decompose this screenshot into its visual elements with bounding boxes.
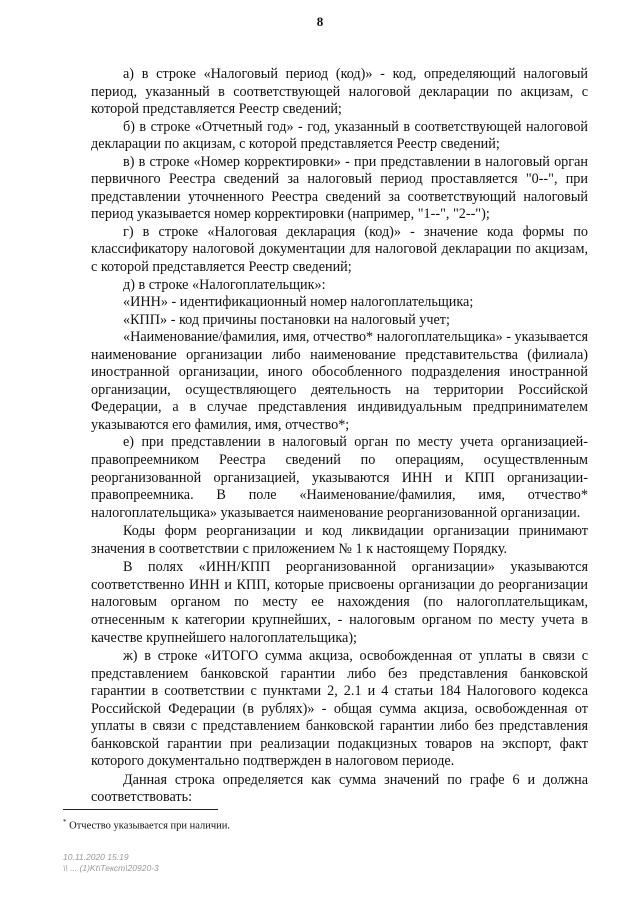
footnote [63,818,230,832]
paragraph-reorg-codes: Коды форм реорганизации и код ликвидации организации принимают значения в соответствии с приложением № 1 к настоящему Порядку. [91,523,588,557]
body-text [91,66,588,807]
paragraph-d: д) в строке «Налогоплательщик»: [123,276,326,293]
footnote-divider [63,809,218,810]
paragraph-b: б) в строке «Отчетный год» - год, указанный в соответствующей налоговой декларации по акцизам, с которой представляется Реестр сведений; [91,118,588,153]
paragraph-e: е) при представлении в налоговый орган по месту учета организацией-правопреемником Реестра сведений по операциям, осуществленным реорганизованной организацией, указываются ИНН и КПП организации-правопреемника. В поле «Наименование/фамилия, имя, отчество* налогоплательщика» указывается наименование реорганизованной организации. [91,434,588,521]
footnote-marker: * [63,818,67,826]
print-stamp-date: 10.11.2020 15:19 [63,852,129,862]
page-number: 8 [316,14,324,29]
paragraph-name: «Наименование/фамилия, имя, отчество* налогоплательщика» - указывается наименование организации либо наименование представительства (филиала) иностранной организации, иного обособленного подразделения иностранной организации, осуществляющего деятельность на территории Российской Федерации, а в случае представления индивидуальным предпринимателем указываются его фамилия, имя, отчество*; [91,329,588,433]
paragraph-a: а) в строке «Налоговый период (код)» - код, определяющий налоговый период, указанный в соответствующей налоговой декларации по акцизам, с которой представляется Реестр сведений; [91,66,588,118]
paragraph-g: г) в строке «Налоговая декларация (код)» - значение кода формы по классификатору налоговой документации для налоговой декларации по акцизам, с которой представляется Реестр сведений; [91,223,588,276]
footnote-text: Отчество указывается при наличии. [69,820,231,832]
paragraph-zh: ж) в строке «ИТОГО сумма акциза, освобожденная от уплаты в связи с представлением банковской гарантии либо без представления банковской гарантии в соответствии с пунктами 2, 2.1 и 4 статьи 184 Налогового кодекса Российской Федерации (в рублях)» - общая сумма акциза, освобожденная от уплаты в связи с представлением банковской гарантии либо без представления банковской гарантии при реализации подакцизных товаров на экспорт, факт которого документально подтвержден в налоговом периоде. [91,648,588,770]
paragraph-total-line: Данная строка определяется как сумма значений по графе 6 и должна соответствовать: [91,771,588,806]
paragraph-kpp: «КПП» - код причины постановки на налоговый учет; [123,311,450,328]
paragraph-inn-kpp-reorg: В полях «ИНН/КПП реорганизованной организации» указываются соответственно ИНН и КПП, которые присвоены организации до реорганизации налоговым органом по месту ее нахождения (по налогоплательщикам, отнесенным к категории крупнейших, - налоговым органом по месту учета в качестве крупнейшего налогоплательщика); [91,559,588,646]
print-stamp-path: \\ ... (1)Kt\Текст\20920-3 [63,863,159,873]
paragraph-v: в) в строке «Номер корректировки» - при представлении в налоговый орган первичного Реестра сведений за налоговый период проставляется "0--", при представлении уточненного Реестра сведений за соответствующий налоговый период указывается номер корректировки (например, "1--", "2--"); [91,153,588,223]
paragraph-inn: «ИНН» - идентификационный номер налогоплательщика; [123,294,474,311]
